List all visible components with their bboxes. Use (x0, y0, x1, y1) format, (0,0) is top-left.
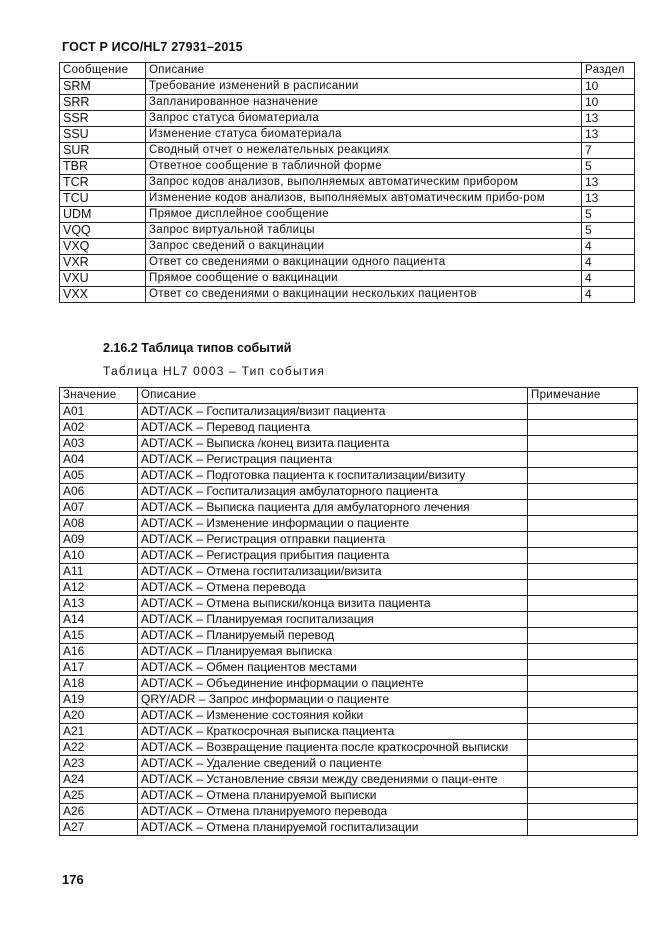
table-row (60, 756, 638, 772)
table-header-row (60, 388, 638, 404)
table-row (60, 820, 638, 836)
table-row (60, 95, 635, 111)
section-cell: 13 (582, 127, 635, 143)
description-cell: ADT/ACK – Выписка /конец визита пациента (138, 436, 528, 452)
event-code-cell: A04 (60, 452, 138, 468)
column-header-description: Описание (146, 63, 582, 79)
description-cell: Запрос статуса биоматериала (146, 111, 582, 127)
section-title: 2.16.2 Таблица типов событий (103, 341, 292, 355)
message-code-cell: UDM (60, 207, 146, 223)
event-code-cell: A08 (60, 516, 138, 532)
description-cell: ADT/ACK – Обмен пациентов местами (138, 660, 528, 676)
page-number: 176 (62, 872, 84, 887)
description-cell: ADT/ACK – Госпитализация/визит пациента (138, 404, 528, 420)
note-cell (528, 756, 638, 772)
note-cell (528, 516, 638, 532)
event-code-cell: A16 (60, 644, 138, 660)
table-row (60, 580, 638, 596)
event-code-cell: A17 (60, 660, 138, 676)
description-cell: ADT/ACK – Установление связи между сведениями о паци-енте (138, 772, 528, 788)
note-cell (528, 468, 638, 484)
note-cell (528, 564, 638, 580)
section-cell: 10 (582, 79, 635, 95)
table-row (60, 628, 638, 644)
description-cell: ADT/ACK – Отмена госпитализации/визита (138, 564, 528, 580)
note-cell (528, 500, 638, 516)
description-cell: ADT/ACK – Перевод пациента (138, 420, 528, 436)
table-row (60, 596, 638, 612)
table-row (60, 644, 638, 660)
note-cell (528, 548, 638, 564)
table-row (60, 287, 635, 303)
event-code-cell: A15 (60, 628, 138, 644)
description-cell: ADT/ACK – Отмена планируемой выписки (138, 788, 528, 804)
description-cell: Запрос кодов анализов, выполняемых автоматическим прибором (146, 175, 582, 191)
column-header-description: Описание (138, 388, 528, 404)
table-row (60, 143, 635, 159)
event-code-cell: A05 (60, 468, 138, 484)
note-cell (528, 788, 638, 804)
note-cell (528, 644, 638, 660)
table-row (60, 159, 635, 175)
document-header: ГОСТ Р ИСО/HL7 27931–2015 (62, 40, 243, 54)
message-code-cell: SSU (60, 127, 146, 143)
description-cell: Ответное сообщение в табличной форме (146, 159, 582, 175)
column-header-message: Сообщение (60, 63, 146, 79)
event-code-cell: A19 (60, 692, 138, 708)
event-code-cell: A13 (60, 596, 138, 612)
event-code-cell: A25 (60, 788, 138, 804)
event-code-cell: A14 (60, 612, 138, 628)
section-cell: 7 (582, 143, 635, 159)
table-row (60, 564, 638, 580)
event-code-cell: A12 (60, 580, 138, 596)
description-cell: ADT/ACK – Отмена перевода (138, 580, 528, 596)
note-cell (528, 628, 638, 644)
section-cell: 5 (582, 207, 635, 223)
event-code-cell: A11 (60, 564, 138, 580)
note-cell (528, 708, 638, 724)
column-header-value: Значение (60, 388, 138, 404)
event-code-cell: A07 (60, 500, 138, 516)
event-code-cell: A20 (60, 708, 138, 724)
event-code-cell: A22 (60, 740, 138, 756)
message-code-cell: TCU (60, 191, 146, 207)
table-row (60, 191, 635, 207)
section-cell: 4 (582, 287, 635, 303)
column-header-section: Раздел (582, 63, 635, 79)
table-row (60, 788, 638, 804)
event-code-cell: A18 (60, 676, 138, 692)
event-types-table (59, 387, 638, 836)
section-cell: 4 (582, 255, 635, 271)
note-cell (528, 660, 638, 676)
description-cell: ADT/ACK – Регистрация отправки пациента (138, 532, 528, 548)
section-cell: 5 (582, 159, 635, 175)
table-row (60, 79, 635, 95)
section-cell: 5 (582, 223, 635, 239)
note-cell (528, 740, 638, 756)
description-cell: ADT/ACK – Регистрация прибытия пациента (138, 548, 528, 564)
event-code-cell: A10 (60, 548, 138, 564)
note-cell (528, 772, 638, 788)
description-cell: Изменение статуса биоматериала (146, 127, 582, 143)
messages-table (59, 62, 635, 303)
description-cell: ADT/ACK – Отмена планируемой госпитализации (138, 820, 528, 836)
description-cell: ADT/ACK – Объединение информации о пациенте (138, 676, 528, 692)
description-cell: Прямое дисплейное сообщение (146, 207, 582, 223)
description-cell: ADT/ACK – Краткосрочная выписка пациента (138, 724, 528, 740)
table-row (60, 772, 638, 788)
description-cell: Запланированное назначение (146, 95, 582, 111)
note-cell (528, 484, 638, 500)
event-code-cell: A06 (60, 484, 138, 500)
description-cell: ADT/ACK – Отмена планируемого перевода (138, 804, 528, 820)
description-cell: ADT/ACK – Изменение состояния койки (138, 708, 528, 724)
description-cell: ADT/ACK – Отмена выписки/конца визита пациента (138, 596, 528, 612)
description-cell: Сводный отчет о нежелательных реакциях (146, 143, 582, 159)
event-code-cell: A23 (60, 756, 138, 772)
table-row (60, 223, 635, 239)
event-code-cell: A01 (60, 404, 138, 420)
section-cell: 13 (582, 111, 635, 127)
message-code-cell: VXX (60, 287, 146, 303)
table-row (60, 692, 638, 708)
description-cell: ADT/ACK – Регистрация пациента (138, 452, 528, 468)
note-cell (528, 724, 638, 740)
table-row (60, 271, 635, 287)
table-row (60, 175, 635, 191)
event-code-cell: A21 (60, 724, 138, 740)
event-code-cell: A03 (60, 436, 138, 452)
message-code-cell: SRM (60, 79, 146, 95)
description-cell: ADT/ACK – Изменение информации о пациенте (138, 516, 528, 532)
table-caption: Таблица HL7 0003 – Тип события (103, 364, 326, 378)
message-code-cell: VXQ (60, 239, 146, 255)
table-row (60, 660, 638, 676)
message-code-cell: SRR (60, 95, 146, 111)
section-cell: 4 (582, 239, 635, 255)
message-code-cell: TBR (60, 159, 146, 175)
description-cell: ADT/ACK – Возвращение пациента после краткосрочной выписки (138, 740, 528, 756)
event-code-cell: A24 (60, 772, 138, 788)
table-row (60, 612, 638, 628)
table-row (60, 804, 638, 820)
table-row (60, 468, 638, 484)
note-cell (528, 580, 638, 596)
message-code-cell: VQQ (60, 223, 146, 239)
note-cell (528, 420, 638, 436)
event-code-cell: A09 (60, 532, 138, 548)
description-cell: Ответ со сведениями о вакцинации нескольких пациентов (146, 287, 582, 303)
event-code-cell: A26 (60, 804, 138, 820)
description-cell: ADT/ACK – Планируемая выписка (138, 644, 528, 660)
description-cell: ADT/ACK – Планируемая госпитализация (138, 612, 528, 628)
event-code-cell: A27 (60, 820, 138, 836)
description-cell: ADT/ACK – Подготовка пациента к госпитализации/визиту (138, 468, 528, 484)
section-cell: 4 (582, 271, 635, 287)
message-code-cell: VXU (60, 271, 146, 287)
table-header-row (60, 63, 635, 79)
table-row (60, 239, 635, 255)
note-cell (528, 596, 638, 612)
table-row (60, 420, 638, 436)
message-code-cell: VXR (60, 255, 146, 271)
description-cell: QRY/ADR – Запрос информации о пациенте (138, 692, 528, 708)
description-cell: ADT/ACK – Удаление сведений о пациенте (138, 756, 528, 772)
note-cell (528, 612, 638, 628)
note-cell (528, 692, 638, 708)
note-cell (528, 804, 638, 820)
table-row (60, 207, 635, 223)
description-cell: Запрос сведений о вакцинации (146, 239, 582, 255)
note-cell (528, 820, 638, 836)
description-cell: Изменение кодов анализов, выполняемых автоматическим прибо-ром (146, 191, 582, 207)
section-cell: 13 (582, 175, 635, 191)
table-row (60, 127, 635, 143)
table-row (60, 708, 638, 724)
message-code-cell: TCR (60, 175, 146, 191)
table-row (60, 740, 638, 756)
description-cell: Ответ со сведениями о вакцинации одного пациента (146, 255, 582, 271)
note-cell (528, 452, 638, 468)
table-row (60, 724, 638, 740)
note-cell (528, 532, 638, 548)
note-cell (528, 436, 638, 452)
table-row (60, 516, 638, 532)
table-row (60, 255, 635, 271)
note-cell (528, 676, 638, 692)
table-row (60, 452, 638, 468)
description-cell: ADT/ACK – Выписка пациента для амбулаторного лечения (138, 500, 528, 516)
description-cell: Требование изменений в расписании (146, 79, 582, 95)
description-cell: Запрос виртуальной таблицы (146, 223, 582, 239)
table-row (60, 676, 638, 692)
table-row (60, 111, 635, 127)
table-row (60, 404, 638, 420)
message-code-cell: SSR (60, 111, 146, 127)
column-header-note: Примечание (528, 388, 638, 404)
description-cell: Прямое сообщение о вакцинации (146, 271, 582, 287)
table-row (60, 436, 638, 452)
event-code-cell: A02 (60, 420, 138, 436)
table-row (60, 484, 638, 500)
section-cell: 13 (582, 191, 635, 207)
section-cell: 10 (582, 95, 635, 111)
description-cell: ADT/ACK – Госпитализация амбулаторного пациента (138, 484, 528, 500)
table-row (60, 548, 638, 564)
table-row (60, 532, 638, 548)
description-cell: ADT/ACK – Планируемый перевод (138, 628, 528, 644)
message-code-cell: SUR (60, 143, 146, 159)
note-cell (528, 404, 638, 420)
table-row (60, 500, 638, 516)
